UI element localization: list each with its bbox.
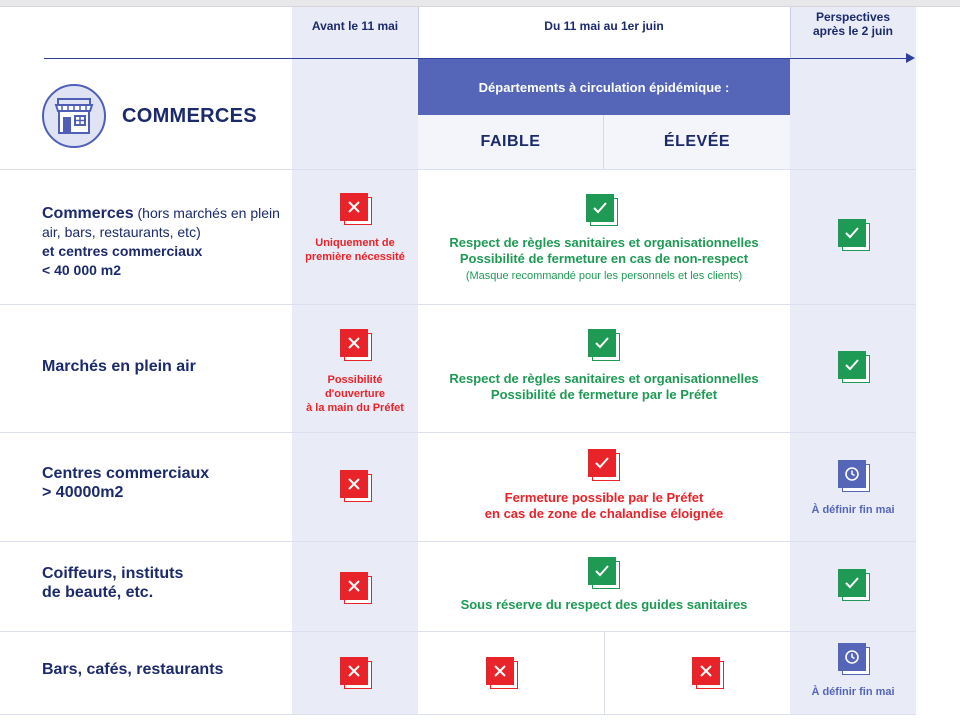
header-after-line2: après le 2 juin	[812, 24, 894, 38]
during-note	[418, 235, 790, 267]
departments-header: Départements à circulation épidémique :	[418, 59, 790, 115]
header-before-11-may: Avant le 11 mai	[311, 19, 399, 33]
status-x-icon	[692, 657, 724, 689]
status-x-icon	[486, 657, 518, 689]
subheader-high-circulation: ÉLEVÉE	[604, 115, 790, 169]
before-note-line3: à la main du Préfet	[306, 402, 404, 414]
storefront-icon	[42, 84, 106, 148]
status-check-red-icon	[588, 449, 620, 481]
during-note-line2: en cas de zone de chalandise éloignée	[484, 506, 724, 521]
before-note	[292, 373, 418, 415]
status-check-icon	[588, 557, 620, 589]
before-note-line2: première nécessité	[305, 251, 405, 263]
during-note-line1: Respect de règles sanitaires et organisationnelles	[449, 371, 759, 386]
status-check-icon	[586, 194, 618, 226]
row-label-shopping-centres	[42, 464, 282, 502]
header-after-2-june	[790, 10, 916, 38]
cell-divider	[604, 631, 605, 714]
commerces-table	[0, 7, 960, 726]
status-check-icon	[838, 569, 870, 601]
before-note-line2: d'ouverture	[324, 388, 386, 400]
row-label-bars: Bars, cafés, restaurants	[42, 661, 224, 678]
status-x-icon	[340, 329, 372, 361]
during-note-mask: (Masque recommandé pour les personnels et les clients)	[465, 270, 743, 282]
status-check-icon	[838, 351, 870, 383]
after-note: À définir fin mai	[811, 504, 895, 516]
row-label-open-air-markets: Marchés en plein air	[42, 358, 196, 375]
row-label-line1: Centres commerciaux	[42, 465, 210, 482]
row-separator	[0, 432, 916, 433]
clock-icon	[838, 460, 870, 492]
row-separator	[0, 631, 916, 632]
during-note	[418, 371, 790, 403]
subheader-low-circulation: FAIBLE	[418, 115, 604, 169]
browser-top-strip	[0, 0, 960, 7]
status-x-icon	[340, 470, 372, 502]
during-note	[418, 490, 790, 522]
row-label-light: (hors marchés en plein air, bars, restaurants, etc)	[42, 205, 280, 240]
row-label-line2: > 40000m2	[42, 484, 124, 501]
status-x-icon	[340, 572, 372, 604]
during-note-line1: Respect de règles sanitaires et organisationnelles	[449, 235, 759, 250]
during-note: Sous réserve du respect des guides sanitaires	[460, 597, 748, 612]
status-x-icon	[340, 193, 372, 225]
header-divider	[790, 7, 791, 57]
row-label-bold: Commerces	[42, 205, 134, 222]
row-separator	[0, 169, 916, 170]
row-label-commerces	[42, 204, 282, 280]
during-note-line2: Possibilité de fermeture par le Préfet	[490, 387, 718, 402]
section-title: COMMERCES	[122, 105, 257, 127]
before-note	[292, 236, 418, 264]
row-label-line2: de beauté, etc.	[42, 584, 154, 601]
clock-icon	[838, 643, 870, 675]
row-label-line1: Coiffeurs, instituts	[42, 565, 184, 582]
before-note-line1: Possibilité	[327, 374, 383, 386]
row-separator	[0, 541, 916, 542]
during-note-line2: Possibilité de fermeture en cas de non-respect	[459, 251, 749, 266]
before-note-line1: Uniquement de	[315, 237, 395, 249]
row-separator	[0, 304, 916, 305]
timeline-arrow-head	[906, 53, 915, 63]
status-check-icon	[588, 329, 620, 361]
after-note: À définir fin mai	[811, 686, 895, 698]
column-before-background	[292, 7, 418, 715]
status-x-icon	[340, 657, 372, 689]
row-label-line3: < 40 000 m2	[42, 262, 122, 278]
row-label-line2: et centres commerciaux	[42, 243, 203, 259]
header-divider	[418, 7, 419, 57]
header-11-may-to-1-june: Du 11 mai au 1er juin	[544, 19, 664, 33]
header-after-line1: Perspectives	[815, 10, 891, 24]
during-note-line1: Fermeture possible par le Préfet	[504, 490, 704, 505]
row-separator	[0, 714, 916, 715]
row-label-hairdressers	[42, 564, 282, 602]
status-check-icon	[838, 219, 870, 251]
